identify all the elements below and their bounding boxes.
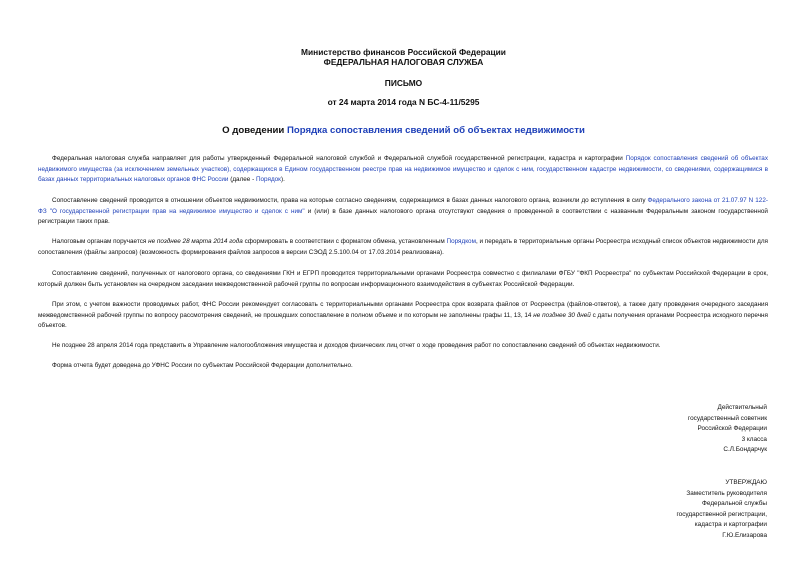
document-date-number: от 24 марта 2014 года N БС-4-11/5295	[327, 97, 480, 107]
signature-block-fns	[688, 403, 767, 456]
deadline-emphasis: не позднее 28 марта 2014 года	[148, 238, 243, 245]
approval-org-line2: государственной регистрации,	[676, 510, 767, 518]
title-order-link[interactable]: Порядка сопоставления сведений об объектах недвижимости	[287, 125, 585, 136]
document-title	[0, 125, 807, 137]
service-name: ФЕДЕРАЛЬНАЯ НАЛОГОВАЯ СЛУЖБА	[323, 57, 484, 67]
approver-name: Г.Ю.Елизарова	[722, 531, 767, 539]
paragraph-1-text-a: Федеральная налоговая служба направляет для работы утвержденный Федеральной налоговой службой и Федеральной службой государственной регистрации, кадастра и картографии	[52, 155, 626, 162]
thirty-days-emphasis: не позднее 30 дней	[533, 311, 591, 319]
paragraph-7	[38, 361, 768, 372]
paragraph-1-text-c: ).	[280, 176, 285, 184]
signatory-name: С.Л.Бондарчук	[723, 446, 767, 454]
signature-rank-line2: государственный советник	[687, 414, 767, 422]
paragraph-5-text-a: При этом, с учетом важности проводимых работ, ФНС России рекомендует согласовать с территориальными органами Росреестра срок возврата файлов от Росреестра (файлов-ответов), а также дату проведения очередного заседания межведомственной рабочей группы по вопросу рассмотрения сведений, не прошедших сопоставление в полном объеме и по которым не заполнены графы 11, 13, 14	[38, 301, 768, 319]
paragraph-2-text-b: и (или) в базе данных налогового органа отсутствуют сведения о проведенной в соответствии с названным Федеральным законом государственной регистрации таких прав.	[38, 207, 768, 226]
paragraph-4	[38, 269, 768, 290]
paragraph-3-text-b: сформировать в соответствии с форматом обмена, установленным	[242, 238, 447, 245]
approval-heading: УТВЕРЖДАЮ	[725, 479, 767, 486]
order-instrumental-link[interactable]: Порядком	[446, 238, 476, 245]
paragraph-5	[38, 300, 768, 332]
order-link[interactable]: Порядок сопоставления сведений об объектах недвижимого имущества (за исключением земельных участков), содержащихся в Едином государственном реестре прав на недвижимое имущество и сделок с ним, государственном кадастре недвижимости, со сведениями, содержащимися в базах данных территориальных налоговых органов ФНС России	[38, 155, 769, 184]
paragraph-6-text: Не позднее 28 апреля 2014 года представить в Управление налогообложения имущества и доходов физических лиц отчет о ходе проведения работ по сопоставлению сведений об объектах недвижимости.	[52, 342, 661, 349]
ministry-name: Министерство финансов Российской Федерации	[301, 47, 506, 57]
federal-law-link[interactable]: Федерального закона от 21.07.97 N 122-ФЗ "О государственной регистрации прав на недвижимое имущество и сделок с ним"	[38, 197, 768, 215]
approval-org-line3: кадастра и картографии	[694, 521, 767, 529]
signature-class: 3 класса	[741, 435, 767, 443]
document-type: ПИСЬМО	[384, 78, 423, 88]
approval-org-line1: Федеральной службы	[702, 500, 767, 508]
paragraph-1-text-b: (далее -	[228, 176, 256, 184]
signature-rank-line3: Российской Федерации	[697, 425, 767, 433]
paragraph-6	[38, 341, 768, 352]
paragraph-4-text: Сопоставление сведений, полученных от налогового органа, со сведениями ГКН и ЕГРП проводится территориальными органами Росреестра совместно с филиалами ФГБУ "ФКП Росреестра" по субъектам Российской Федерации в срок, который должен быть установлен на очередном заседании межведомственной рабочей группы по вопросам информационного взаимодействия в субъектах Российской Федерации.	[38, 270, 768, 288]
order-short-link[interactable]: Порядок	[255, 176, 281, 184]
paragraph-1	[38, 154, 768, 186]
signature-rank: Действительный	[717, 404, 767, 411]
paragraph-3-text-c: , и передать в территориальные органы Росреестра исходный список объектов недвижимости для сопоставления (файлы запросов) (возможность формирования файлов запросов в версии СЭОД 2.5.100.04 от 17.03.2014 реализована).	[38, 238, 768, 256]
paragraph-5-text-b: с даты получения органами Росреестра исходного перечня объектов.	[38, 311, 768, 330]
paragraph-3	[38, 237, 768, 258]
title-prefix: О доведении	[222, 125, 287, 136]
paragraph-2-text-a: Сопоставление сведений проводится в отношении объектов недвижимости, права на которые согласно сведениям, содержащимся в базах данных налогового органа, возникли до вступления в силу	[52, 197, 648, 204]
approval-position: Заместитель руководителя	[686, 489, 767, 497]
paragraph-3-text-a: Налоговым органам поручается	[52, 238, 149, 245]
paragraph-2	[38, 196, 768, 228]
approval-block-rosreestr	[676, 478, 767, 542]
paragraph-7-text: Форма отчета будет доведена до УФНС России по субъектам Российской Федерации дополнительно.	[52, 362, 353, 369]
